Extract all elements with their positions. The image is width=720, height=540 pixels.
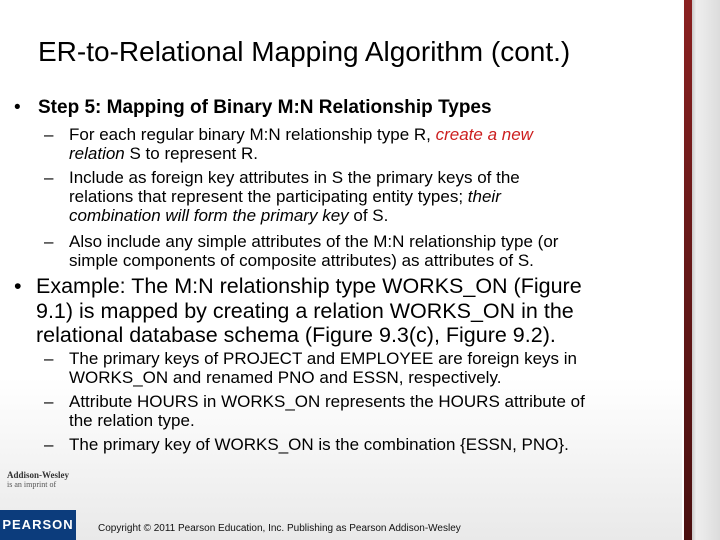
step-item-2-line-2: relations that represent the participating entity types; their xyxy=(69,187,501,206)
step-item-2-line-1: Include as foreign key attributes in S the primary keys of the xyxy=(69,168,520,187)
addison-wesley-logo: Addison-Wesley is an imprint of xyxy=(7,470,70,489)
pearson-logo: PEARSON xyxy=(0,510,76,540)
side-bar-shadow xyxy=(692,0,696,540)
dash-glyph: – xyxy=(44,349,54,368)
side-accent-bar xyxy=(684,0,692,540)
bullet-glyph: • xyxy=(14,97,21,118)
dash-glyph: – xyxy=(44,435,54,454)
example-line-1: Example: The M:N relationship type WORKS_ON (Figure xyxy=(36,274,582,298)
step-item-2-line-3: combination will form the primary key of S. xyxy=(69,206,389,225)
step-item-1-line-2: relation S to represent R. xyxy=(69,144,258,163)
dash-glyph: – xyxy=(44,232,54,251)
example-line-2: 9.1) is mapped by creating a relation WORKS_ON in the xyxy=(36,298,574,323)
step-item-3-line-2: simple components of composite attributes) as attributes of S. xyxy=(69,251,534,270)
dash-glyph: – xyxy=(44,125,54,144)
dash-glyph: – xyxy=(44,392,54,411)
slide-title: ER-to-Relational Mapping Algorithm (cont.) xyxy=(38,36,571,67)
step-heading: Step 5: Mapping of Binary M:N Relationship Types xyxy=(38,97,492,118)
dash-glyph: – xyxy=(44,168,54,187)
step-item-1-line-1: For each regular binary M:N relationship type R, create a new xyxy=(69,125,533,144)
example-item-2-line-1: Attribute HOURS in WORKS_ON represents the HOURS attribute of xyxy=(69,392,585,411)
example-item-2-line-2: the relation type. xyxy=(69,411,195,430)
example-line-3: relational database schema (Figure 9.3(c), Figure 9.2). xyxy=(36,323,556,347)
highlight-text: create a new xyxy=(435,125,533,144)
example-item-1-line-1: The primary keys of PROJECT and EMPLOYEE are foreign keys in xyxy=(69,349,577,368)
example-item-1-line-2: WORKS_ON and renamed PNO and ESSN, respectively. xyxy=(69,368,502,387)
bullet-glyph: • xyxy=(14,274,22,298)
step-item-3-line-1: Also include any simple attributes of the M:N relationship type (or xyxy=(69,232,559,251)
copyright-footer: Copyright © 2011 Pearson Education, Inc. Publishing as Pearson Addison-Wesley xyxy=(98,523,461,534)
example-item-3-line-1: The primary key of WORKS_ON is the combination {ESSN, PNO}. xyxy=(69,435,569,454)
